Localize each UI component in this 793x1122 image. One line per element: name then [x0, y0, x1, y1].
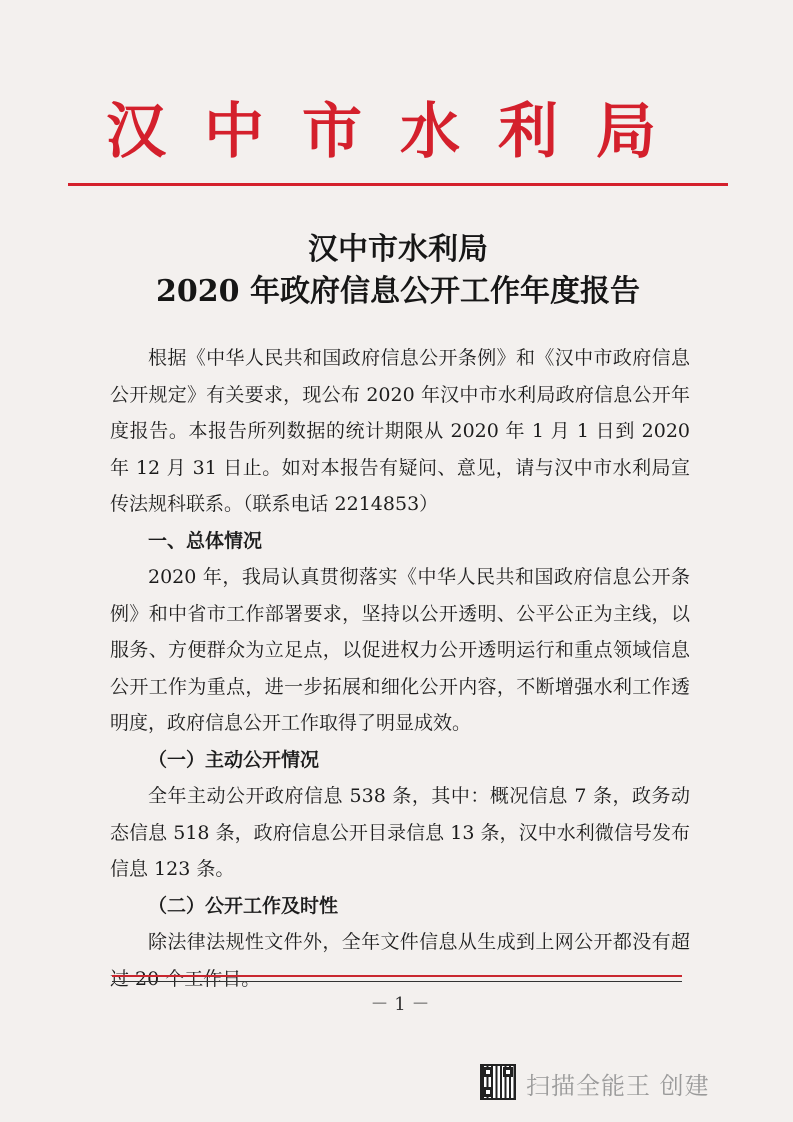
report-title-line-2: 2020 年政府信息公开工作年度报告 [156, 274, 640, 309]
report-title-line-1: 汉中市水利局 [308, 232, 488, 267]
intro-paragraph: 根据《中华人民共和国政府信息公开条例》和《汉中市政府信息公开规定》有关要求，现公布 2020 年汉中市水利局政府信息公开年度报告。本报告所列数据的统计期限从 2020 年 1 月 1 日到 2020 年 12 月 31 日止。如对本报告有疑问、意见，请与汉中市水利局宣传法规科联系。（联系电话 2214853） [110, 347, 690, 515]
subsection-1-heading: （一）主动公开情况 [148, 748, 320, 771]
footer-black-rule [112, 981, 682, 982]
letterhead-red-rule [68, 183, 728, 186]
subsection-2-paragraph: 除法律法规性文件外，全年文件信息从生成到上网公开都没有超过 20 个工作日。 [110, 931, 690, 990]
section-1-paragraph: 2020 年，我局认真贯彻落实《中华人民共和国政府信息公开条例》和中省市工作部署要求，坚持以公开透明、公平公正为主线，以服务、方便群众为立足点，以促进权力公开透明运行和重点领域信息公开工作为重点，进一步拓展和细化公开内容，不断增强水利工作透明度，政府信息公开工作取得了明显成效。 [110, 566, 690, 734]
report-body [110, 340, 690, 997]
scanner-watermark [480, 1064, 780, 1104]
watermark-text: 扫描全能王 创建 [526, 1072, 710, 1100]
qr-code-icon [480, 1064, 516, 1100]
letterhead-title: 汉中市水利局 [106, 97, 694, 167]
subsection-2-heading: （二）公开工作及时性 [148, 894, 339, 917]
subsection-1-paragraph: 全年主动公开政府信息 538 条，其中：概况信息 7 条，政务动态信息 518 条，政府信息公开目录信息 13 条，汉中水利微信号发布信息 123 条。 [110, 785, 690, 880]
footer-red-rule [112, 975, 682, 977]
section-1-heading: 一、总体情况 [148, 529, 263, 552]
page-number: － 1 － [370, 994, 430, 1015]
